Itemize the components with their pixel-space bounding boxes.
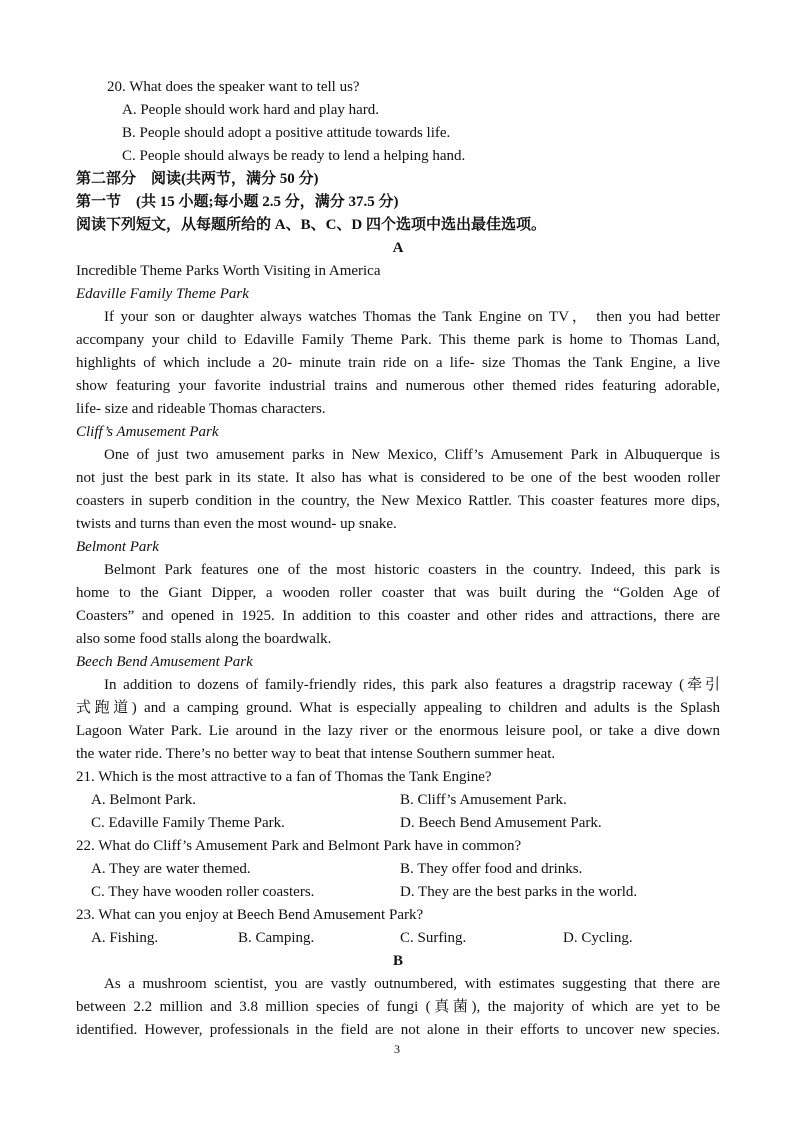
passage-a-title: Incredible Theme Parks Worth Visiting in America xyxy=(76,263,381,279)
paragraph-line: also some food stalls along the boardwalk. xyxy=(76,631,332,647)
paragraph-line: twists and turns than even the most wound- up snake. xyxy=(76,516,397,532)
q22-option-d: D. They are the best parks in the world. xyxy=(400,884,638,900)
section-instruction: 阅读下列短文，从每题所给的 A、B、C、D 四个选项中选出最佳选项。 xyxy=(76,217,547,233)
q20-option-c: C. People should always be ready to lend a helping hand. xyxy=(122,148,466,164)
section-subtitle: 第一节 (共 15 小题;每小题 2.5 分，满分 37.5 分) xyxy=(76,194,399,210)
q23-option-b: B. Camping. xyxy=(238,930,315,946)
q22-option-c: C. They have wooden roller coasters. xyxy=(91,884,315,900)
q22-stem: 22. What do Cliff’s Amusement Park and Belmont Park have in common? xyxy=(76,838,522,854)
q20-option-b: B. People should adopt a positive attitude towards life. xyxy=(122,125,451,141)
q21-option-c: C. Edaville Family Theme Park. xyxy=(91,815,285,831)
q23-option-d: D. Cycling. xyxy=(563,930,633,946)
park-heading: Belmont Park xyxy=(76,539,159,555)
paragraph-line: Belmont Park features one of the most historic coasters in the country. Indeed, this park is xyxy=(104,562,720,578)
paragraph-line: highlights of which include a 20- minute train ride on a life- size Thomas the Tank Engine, a live xyxy=(76,355,720,371)
paragraph-line: the water ride. There’s no better way to beat that intense Southern summer heat. xyxy=(76,746,556,762)
park-heading: Cliff’s Amusement Park xyxy=(76,424,219,440)
passage-a-letter: A xyxy=(392,240,404,256)
q21-stem: 21. Which is the most attractive to a fan of Thomas the Tank Engine? xyxy=(76,769,492,785)
passage-b-letter: B xyxy=(392,953,403,969)
paragraph-line: accompany your child to Edaville Family Theme Park. This theme park is home to Thomas Land, xyxy=(76,332,720,348)
q23-option-a: A. Fishing. xyxy=(91,930,159,946)
paragraph-line: Lagoon Water Park. Lie around in the lazy river or the enormous leisure pool, or take a dive down xyxy=(76,723,720,739)
paragraph-line: Coasters” and opened in 1925. In addition to this coaster and other rides and attractions, there are xyxy=(76,608,720,624)
paragraph-line: As a mushroom scientist, you are vastly outnumbered, with estimates suggesting that there are xyxy=(104,976,720,992)
q22-option-a: A. They are water themed. xyxy=(91,861,251,877)
q23-option-c: C. Surfing. xyxy=(400,930,467,946)
paragraph-line: home to the Giant Dipper, a wooden roller coaster that was built during the “Golden Age of xyxy=(76,585,720,601)
park-heading: Edaville Family Theme Park xyxy=(76,286,249,302)
q23-stem: 23. What can you enjoy at Beech Bend Amusement Park? xyxy=(76,907,424,923)
paragraph-line: One of just two amusement parks in New Mexico, Cliff’s Amusement Park in Albuquerque is xyxy=(104,447,720,463)
paragraph-line: show featuring your favorite industrial trains and numerous other themed rides featuring adorable, xyxy=(76,378,720,394)
q21-option-a: A. Belmont Park. xyxy=(91,792,196,808)
q22-option-b: B. They offer food and drinks. xyxy=(400,861,583,877)
park-heading: Beech Bend Amusement Park xyxy=(76,654,253,670)
paragraph-line: identified. However, professionals in the field are not alone in their efforts to uncover new species. xyxy=(76,1022,720,1038)
paragraph-line: life- size and rideable Thomas characters. xyxy=(76,401,326,417)
part-title: 第二部分 阅读(共两节，满分 50 分) xyxy=(76,171,319,187)
q21-option-b: B. Cliff’s Amusement Park. xyxy=(400,792,567,808)
q20-option-a: A. People should work hard and play hard. xyxy=(122,102,380,118)
paragraph-line: In addition to dozens of family-friendly rides, this park also features a dragstrip raceway (牵引 xyxy=(104,677,720,693)
paragraph-line: between 2.2 million and 3.8 million species of fungi (真菌), the majority of which are yet to be xyxy=(76,999,720,1015)
q21-option-d: D. Beech Bend Amusement Park. xyxy=(400,815,602,831)
q20-stem: 20. What does the speaker want to tell us? xyxy=(107,79,360,95)
paragraph-line: 式跑道) and a camping ground. What is especially appealing to children and adults is the Splash xyxy=(76,700,720,716)
paragraph-line: not just the best park in its state. It also has what is considered to be one of the best wooden roller xyxy=(76,470,720,486)
paragraph-line: If your son or daughter always watches Thomas the Tank Engine on TV， then you had better xyxy=(104,309,720,325)
paragraph-line: coasters in superb condition in the country, the New Mexico Rattler. This coaster features more dips, xyxy=(76,493,720,509)
page-number: 3 xyxy=(394,1042,400,1056)
